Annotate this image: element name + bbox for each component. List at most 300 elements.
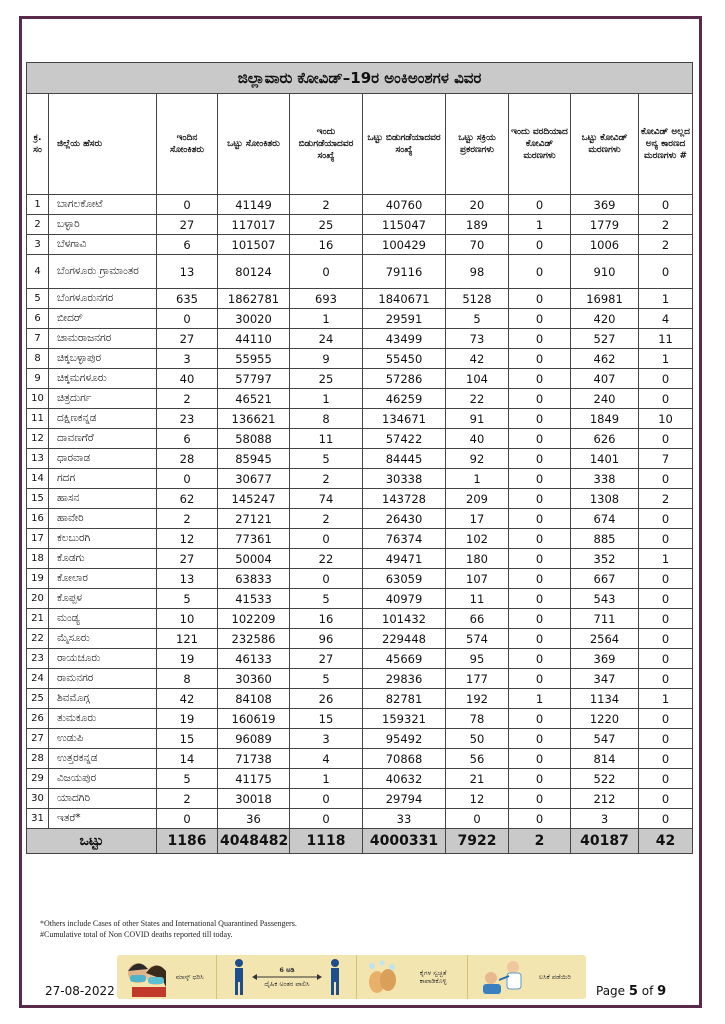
row-today-discharged: 5 <box>290 589 363 609</box>
row-today-discharged: 2 <box>290 469 363 489</box>
row-today-deaths: 0 <box>509 289 571 309</box>
row-non-covid-deaths: 0 <box>639 709 693 729</box>
row-sn: 14 <box>27 469 49 489</box>
table-row <box>27 255 693 289</box>
total-total-cases: 4048482 <box>218 829 290 854</box>
row-district-name: ಬೆಂಗಳೂರು ಗ್ರಾಮಾಂತರ <box>49 255 157 289</box>
row-total-discharged: 29836 <box>363 669 446 689</box>
vaccine-label: ಲಸಿಕೆ ಪಡೆಯಿರಿ <box>538 973 571 981</box>
row-total-discharged: 100429 <box>363 235 446 255</box>
row-total-deaths: 2564 <box>571 629 639 649</box>
handwash-segment <box>356 955 466 999</box>
row-total-cases: 101507 <box>218 235 290 255</box>
row-sn: 8 <box>27 349 49 369</box>
row-active-cases: 192 <box>446 689 509 709</box>
row-total-deaths: 522 <box>571 769 639 789</box>
row-non-covid-deaths: 1 <box>639 289 693 309</box>
row-total-deaths: 240 <box>571 389 639 409</box>
row-active-cases: 5 <box>446 309 509 329</box>
row-today-cases: 0 <box>157 469 218 489</box>
header-total-deaths: ಒಟ್ಟು ಕೋವಿಡ್ ಮರಣಗಳು <box>571 94 639 195</box>
row-sn: 12 <box>27 429 49 449</box>
row-sn: 29 <box>27 769 49 789</box>
row-active-cases: 1 <box>446 469 509 489</box>
row-total-cases: 136621 <box>218 409 290 429</box>
row-total-cases: 30360 <box>218 669 290 689</box>
row-today-cases: 6 <box>157 235 218 255</box>
row-total-deaths: 462 <box>571 349 639 369</box>
row-district-name: ಯಾದಗಿರಿ <box>49 789 157 809</box>
header-non-covid-deaths: ಕೋವಿಡ್ ಅಲ್ಲದ ಅನ್ಯ ಕಾರಣದ ಮರಣಗಳು # <box>639 94 693 195</box>
row-sn: 4 <box>27 255 49 289</box>
row-total-deaths: 527 <box>571 329 639 349</box>
row-active-cases: 98 <box>446 255 509 289</box>
row-total-cases: 160619 <box>218 709 290 729</box>
row-total-cases: 102209 <box>218 609 290 629</box>
row-today-deaths: 0 <box>509 709 571 729</box>
row-today-discharged: 1 <box>290 309 363 329</box>
row-today-cases: 62 <box>157 489 218 509</box>
row-today-discharged: 1 <box>290 389 363 409</box>
header-today-discharged: ಇಂದು ಬಿಡುಗಡೆಯಾದವರ ಸಂಖ್ಯೆ <box>290 94 363 195</box>
row-today-discharged: 25 <box>290 215 363 235</box>
row-total-discharged: 101432 <box>363 609 446 629</box>
row-total-deaths: 547 <box>571 729 639 749</box>
row-sn: 20 <box>27 589 49 609</box>
total-non-covid-deaths: 42 <box>639 829 693 854</box>
row-sn: 30 <box>27 789 49 809</box>
row-total-discharged: 40979 <box>363 589 446 609</box>
row-today-discharged: 0 <box>290 789 363 809</box>
row-active-cases: 92 <box>446 449 509 469</box>
header-active-cases: ಒಟ್ಟು ಸಕ್ರಿಯ ಪ್ರಕರಣಗಳು <box>446 94 509 195</box>
row-non-covid-deaths: 0 <box>639 789 693 809</box>
row-total-discharged: 26430 <box>363 509 446 529</box>
total-total-deaths: 40187 <box>571 829 639 854</box>
row-sn: 24 <box>27 669 49 689</box>
row-today-deaths: 0 <box>509 609 571 629</box>
row-active-cases: 0 <box>446 809 509 829</box>
row-non-covid-deaths: 0 <box>639 529 693 549</box>
row-total-deaths: 543 <box>571 589 639 609</box>
row-non-covid-deaths: 0 <box>639 749 693 769</box>
row-total-cases: 80124 <box>218 255 290 289</box>
row-district-name: ಬಾಗಲಕೋಟೆ <box>49 195 157 215</box>
row-total-deaths: 16981 <box>571 289 639 309</box>
row-today-cases: 0 <box>157 809 218 829</box>
row-district-name: ಹಾವೇರಿ <box>49 509 157 529</box>
row-total-discharged: 49471 <box>363 549 446 569</box>
row-today-cases: 13 <box>157 255 218 289</box>
row-district-name: ಧಾರವಾಡ <box>49 449 157 469</box>
row-sn: 22 <box>27 629 49 649</box>
row-total-deaths: 352 <box>571 549 639 569</box>
row-sn: 18 <box>27 549 49 569</box>
row-total-discharged: 55450 <box>363 349 446 369</box>
row-active-cases: 102 <box>446 529 509 549</box>
row-today-cases: 2 <box>157 789 218 809</box>
row-active-cases: 17 <box>446 509 509 529</box>
row-today-discharged: 9 <box>290 349 363 369</box>
table-row <box>27 369 693 389</box>
row-today-discharged: 4 <box>290 749 363 769</box>
row-non-covid-deaths: 0 <box>639 369 693 389</box>
row-total-deaths: 626 <box>571 429 639 449</box>
person-right-icon <box>328 958 342 996</box>
row-active-cases: 5128 <box>446 289 509 309</box>
row-today-deaths: 0 <box>509 769 571 789</box>
row-non-covid-deaths: 0 <box>639 469 693 489</box>
row-non-covid-deaths: 1 <box>639 549 693 569</box>
header-sn: ಕ್ರ. ಸಂ <box>27 94 49 195</box>
row-active-cases: 180 <box>446 549 509 569</box>
footnote-non-covid: #Cumulative total of Non COVID deaths reported till today. <box>40 930 233 939</box>
row-active-cases: 78 <box>446 709 509 729</box>
page-total: 9 <box>657 984 667 999</box>
row-sn: 23 <box>27 649 49 669</box>
row-today-deaths: 1 <box>509 689 571 709</box>
distance-label: ದೈಹಿಕ ಅಂತರ ಪಾಲಿಸಿ <box>264 980 310 988</box>
row-today-discharged: 22 <box>290 549 363 569</box>
table-row <box>27 449 693 469</box>
row-today-cases: 5 <box>157 589 218 609</box>
row-sn: 27 <box>27 729 49 749</box>
table-row <box>27 589 693 609</box>
row-sn: 16 <box>27 509 49 529</box>
row-today-discharged: 15 <box>290 709 363 729</box>
row-sn: 6 <box>27 309 49 329</box>
row-total-deaths: 711 <box>571 609 639 629</box>
row-total-cases: 63833 <box>218 569 290 589</box>
row-today-deaths: 0 <box>509 589 571 609</box>
row-active-cases: 95 <box>446 649 509 669</box>
row-today-deaths: 0 <box>509 449 571 469</box>
row-today-discharged: 0 <box>290 255 363 289</box>
row-active-cases: 177 <box>446 669 509 689</box>
row-today-deaths: 1 <box>509 215 571 235</box>
table-row <box>27 749 693 769</box>
footnote-others: *Others include Cases of other States and International Quarantined Passengers. <box>40 919 297 928</box>
total-today-cases: 1186 <box>157 829 218 854</box>
row-district-name: ಬೆಳಗಾವಿ <box>49 235 157 255</box>
total-label: ಒಟ್ಟು <box>27 829 157 854</box>
row-non-covid-deaths: 4 <box>639 309 693 329</box>
row-non-covid-deaths: 1 <box>639 689 693 709</box>
row-non-covid-deaths: 0 <box>639 729 693 749</box>
row-total-cases: 41149 <box>218 195 290 215</box>
row-total-cases: 117017 <box>218 215 290 235</box>
row-today-cases: 40 <box>157 369 218 389</box>
row-active-cases: 107 <box>446 569 509 589</box>
row-today-discharged: 8 <box>290 409 363 429</box>
table-row <box>27 489 693 509</box>
row-non-covid-deaths: 2 <box>639 235 693 255</box>
row-non-covid-deaths: 7 <box>639 449 693 469</box>
row-non-covid-deaths: 11 <box>639 329 693 349</box>
header-total-cases: ಒಟ್ಟು ಸೋಂಕಿತರು <box>218 94 290 195</box>
row-total-deaths: 910 <box>571 255 639 289</box>
row-sn: 26 <box>27 709 49 729</box>
row-district-name: ಹಾಸನ <box>49 489 157 509</box>
total-today-discharged: 1118 <box>290 829 363 854</box>
row-active-cases: 66 <box>446 609 509 629</box>
row-today-discharged: 26 <box>290 689 363 709</box>
row-non-covid-deaths: 0 <box>639 809 693 829</box>
total-today-deaths: 2 <box>509 829 571 854</box>
row-total-deaths: 407 <box>571 369 639 389</box>
row-district-name: ಕಲಬುರಗಿ <box>49 529 157 549</box>
row-total-deaths: 1220 <box>571 709 639 729</box>
page-sep: of <box>641 984 654 998</box>
row-non-covid-deaths: 0 <box>639 669 693 689</box>
row-today-deaths: 0 <box>509 409 571 429</box>
row-district-name: ಬಳ್ಳಾರಿ <box>49 215 157 235</box>
page-prefix: Page <box>596 984 626 998</box>
row-today-deaths: 0 <box>509 809 571 829</box>
row-total-deaths: 667 <box>571 569 639 589</box>
row-non-covid-deaths: 0 <box>639 589 693 609</box>
table-row <box>27 629 693 649</box>
row-district-name: ಚಾಮರಾಜನಗರ <box>49 329 157 349</box>
row-district-name: ಬೀದರ್ <box>49 309 157 329</box>
row-total-discharged: 84445 <box>363 449 446 469</box>
row-district-name: ತುಮಕೂರು <box>49 709 157 729</box>
row-total-cases: 1862781 <box>218 289 290 309</box>
table-row <box>27 349 693 369</box>
row-sn: 28 <box>27 749 49 769</box>
row-district-name: ಚಿತ್ರದುರ್ಗ <box>49 389 157 409</box>
table-row <box>27 309 693 329</box>
safety-banner <box>117 955 586 999</box>
table-row <box>27 289 693 309</box>
row-non-covid-deaths: 0 <box>639 609 693 629</box>
row-today-discharged: 3 <box>290 729 363 749</box>
row-active-cases: 20 <box>446 195 509 215</box>
row-non-covid-deaths: 0 <box>639 429 693 449</box>
row-today-deaths: 0 <box>509 255 571 289</box>
row-non-covid-deaths: 0 <box>639 769 693 789</box>
row-total-discharged: 30338 <box>363 469 446 489</box>
row-district-name: ಮಂಡ್ಯ <box>49 609 157 629</box>
row-total-cases: 27121 <box>218 509 290 529</box>
row-active-cases: 56 <box>446 749 509 769</box>
row-today-discharged: 2 <box>290 509 363 529</box>
row-total-discharged: 46259 <box>363 389 446 409</box>
table-row <box>27 529 693 549</box>
row-total-discharged: 45669 <box>363 649 446 669</box>
row-non-covid-deaths: 1 <box>639 349 693 369</box>
page-number <box>596 984 666 999</box>
row-sn: 15 <box>27 489 49 509</box>
row-total-discharged: 1840671 <box>363 289 446 309</box>
table-row <box>27 649 693 669</box>
row-today-cases: 2 <box>157 389 218 409</box>
row-total-discharged: 29591 <box>363 309 446 329</box>
handwash-icon <box>364 958 402 996</box>
row-total-cases: 71738 <box>218 749 290 769</box>
row-district-name: ಕೋಲಾರ <box>49 569 157 589</box>
header-district: ಜಿಲ್ಲೆಯ ಹೆಸರು <box>49 94 157 195</box>
total-active-cases: 7922 <box>446 829 509 854</box>
row-today-cases: 13 <box>157 569 218 589</box>
row-today-deaths: 0 <box>509 389 571 409</box>
vaccine-segment <box>467 955 586 999</box>
row-non-covid-deaths: 0 <box>639 569 693 589</box>
row-today-deaths: 0 <box>509 729 571 749</box>
row-active-cases: 21 <box>446 769 509 789</box>
row-district-name: ಉತ್ತರಕನ್ನಡ <box>49 749 157 769</box>
row-today-cases: 121 <box>157 629 218 649</box>
row-total-discharged: 79116 <box>363 255 446 289</box>
row-today-cases: 0 <box>157 195 218 215</box>
row-today-cases: 19 <box>157 649 218 669</box>
row-today-discharged: 2 <box>290 195 363 215</box>
row-total-deaths: 347 <box>571 669 639 689</box>
row-today-cases: 8 <box>157 669 218 689</box>
row-sn: 5 <box>27 289 49 309</box>
row-today-cases: 6 <box>157 429 218 449</box>
table-row <box>27 669 693 689</box>
row-sn: 19 <box>27 569 49 589</box>
row-today-discharged: 5 <box>290 669 363 689</box>
row-total-cases: 84108 <box>218 689 290 709</box>
row-today-deaths: 0 <box>509 469 571 489</box>
row-district-name: ದಕ್ಷಿಣಕನ್ನಡ <box>49 409 157 429</box>
row-total-deaths: 814 <box>571 749 639 769</box>
page-current: 5 <box>628 984 638 999</box>
table-row <box>27 329 693 349</box>
row-total-cases: 44110 <box>218 329 290 349</box>
row-total-cases: 30018 <box>218 789 290 809</box>
distance-feet: 6 ಅಡಿ <box>279 966 295 974</box>
row-active-cases: 40 <box>446 429 509 449</box>
row-today-discharged: 24 <box>290 329 363 349</box>
row-total-deaths: 1401 <box>571 449 639 469</box>
row-total-cases: 55955 <box>218 349 290 369</box>
row-total-discharged: 70868 <box>363 749 446 769</box>
row-today-cases: 0 <box>157 309 218 329</box>
row-district-name: ಗದಗ <box>49 469 157 489</box>
row-total-deaths: 212 <box>571 789 639 809</box>
row-non-covid-deaths: 10 <box>639 409 693 429</box>
mask-label: ಮಾಸ್ಕ್ ಧರಿಸಿ <box>175 973 204 981</box>
row-active-cases: 209 <box>446 489 509 509</box>
row-today-discharged: 25 <box>290 369 363 389</box>
row-active-cases: 104 <box>446 369 509 389</box>
row-district-name: ರಾಮನಗರ <box>49 669 157 689</box>
vaccine-icon <box>479 958 531 996</box>
row-total-deaths: 420 <box>571 309 639 329</box>
table-row <box>27 569 693 589</box>
row-non-covid-deaths: 0 <box>639 509 693 529</box>
row-non-covid-deaths: 2 <box>639 489 693 509</box>
row-today-cases: 10 <box>157 609 218 629</box>
row-sn: 7 <box>27 329 49 349</box>
row-total-cases: 36 <box>218 809 290 829</box>
row-sn: 9 <box>27 369 49 389</box>
row-active-cases: 189 <box>446 215 509 235</box>
table-row <box>27 195 693 215</box>
row-district-name: ವಿಜಯಪುರ <box>49 769 157 789</box>
row-sn: 1 <box>27 195 49 215</box>
row-total-cases: 50004 <box>218 549 290 569</box>
row-total-cases: 58088 <box>218 429 290 449</box>
table-row <box>27 429 693 449</box>
row-today-deaths: 0 <box>509 529 571 549</box>
row-total-discharged: 40760 <box>363 195 446 215</box>
row-district-name: ಕೊಡಗು <box>49 549 157 569</box>
row-total-cases: 57797 <box>218 369 290 389</box>
row-total-cases: 232586 <box>218 629 290 649</box>
row-district-name: ಚಿಕ್ಕಮಗಳೂರು <box>49 369 157 389</box>
row-total-deaths: 369 <box>571 649 639 669</box>
row-non-covid-deaths: 0 <box>639 629 693 649</box>
row-total-discharged: 134671 <box>363 409 446 429</box>
table-row <box>27 729 693 749</box>
row-total-discharged: 115047 <box>363 215 446 235</box>
row-total-cases: 41533 <box>218 589 290 609</box>
row-today-cases: 3 <box>157 349 218 369</box>
row-total-deaths: 1006 <box>571 235 639 255</box>
row-sn: 25 <box>27 689 49 709</box>
row-today-discharged: 16 <box>290 235 363 255</box>
row-total-deaths: 1134 <box>571 689 639 709</box>
row-total-cases: 30677 <box>218 469 290 489</box>
row-non-covid-deaths: 0 <box>639 389 693 409</box>
row-today-discharged: 0 <box>290 529 363 549</box>
row-today-deaths: 0 <box>509 369 571 389</box>
row-today-deaths: 0 <box>509 309 571 329</box>
row-total-discharged: 159321 <box>363 709 446 729</box>
row-today-deaths: 0 <box>509 329 571 349</box>
row-total-cases: 30020 <box>218 309 290 329</box>
row-total-deaths: 885 <box>571 529 639 549</box>
row-active-cases: 22 <box>446 389 509 409</box>
row-total-cases: 46521 <box>218 389 290 409</box>
row-total-cases: 96089 <box>218 729 290 749</box>
row-today-deaths: 0 <box>509 749 571 769</box>
row-total-discharged: 143728 <box>363 489 446 509</box>
row-sn: 2 <box>27 215 49 235</box>
table-title: ಜಿಲ್ಲಾವಾರು ಕೋವಿಡ್–19ರ ಅಂಕಿಅಂಶಗಳ ವಿವರ <box>27 63 693 94</box>
row-non-covid-deaths: 0 <box>639 195 693 215</box>
row-total-cases: 41175 <box>218 769 290 789</box>
row-today-discharged: 74 <box>290 489 363 509</box>
row-today-cases: 2 <box>157 509 218 529</box>
row-total-discharged: 95492 <box>363 729 446 749</box>
table-row <box>27 549 693 569</box>
row-today-discharged: 96 <box>290 629 363 649</box>
row-total-discharged: 57286 <box>363 369 446 389</box>
row-district-name: ಶಿವಮೊಗ್ಗ <box>49 689 157 709</box>
footnotes <box>40 918 297 940</box>
row-total-discharged: 40632 <box>363 769 446 789</box>
row-today-deaths: 0 <box>509 429 571 449</box>
handwash-label: ಕೈಗಳ ಸ್ವಚ್ಛತೆ ಕಾಪಾಡಿಕೊಳ್ಳಿ <box>419 969 447 985</box>
row-today-cases: 12 <box>157 529 218 549</box>
table-row <box>27 789 693 809</box>
row-total-discharged: 82781 <box>363 689 446 709</box>
row-active-cases: 12 <box>446 789 509 809</box>
row-active-cases: 70 <box>446 235 509 255</box>
row-total-cases: 77361 <box>218 529 290 549</box>
row-today-deaths: 0 <box>509 569 571 589</box>
mask-segment <box>117 955 216 999</box>
table-row <box>27 509 693 529</box>
header-today-cases: ಇಂದಿನ ಸೋಂಕಿತರು <box>157 94 218 195</box>
row-today-cases: 15 <box>157 729 218 749</box>
row-total-deaths: 1849 <box>571 409 639 429</box>
